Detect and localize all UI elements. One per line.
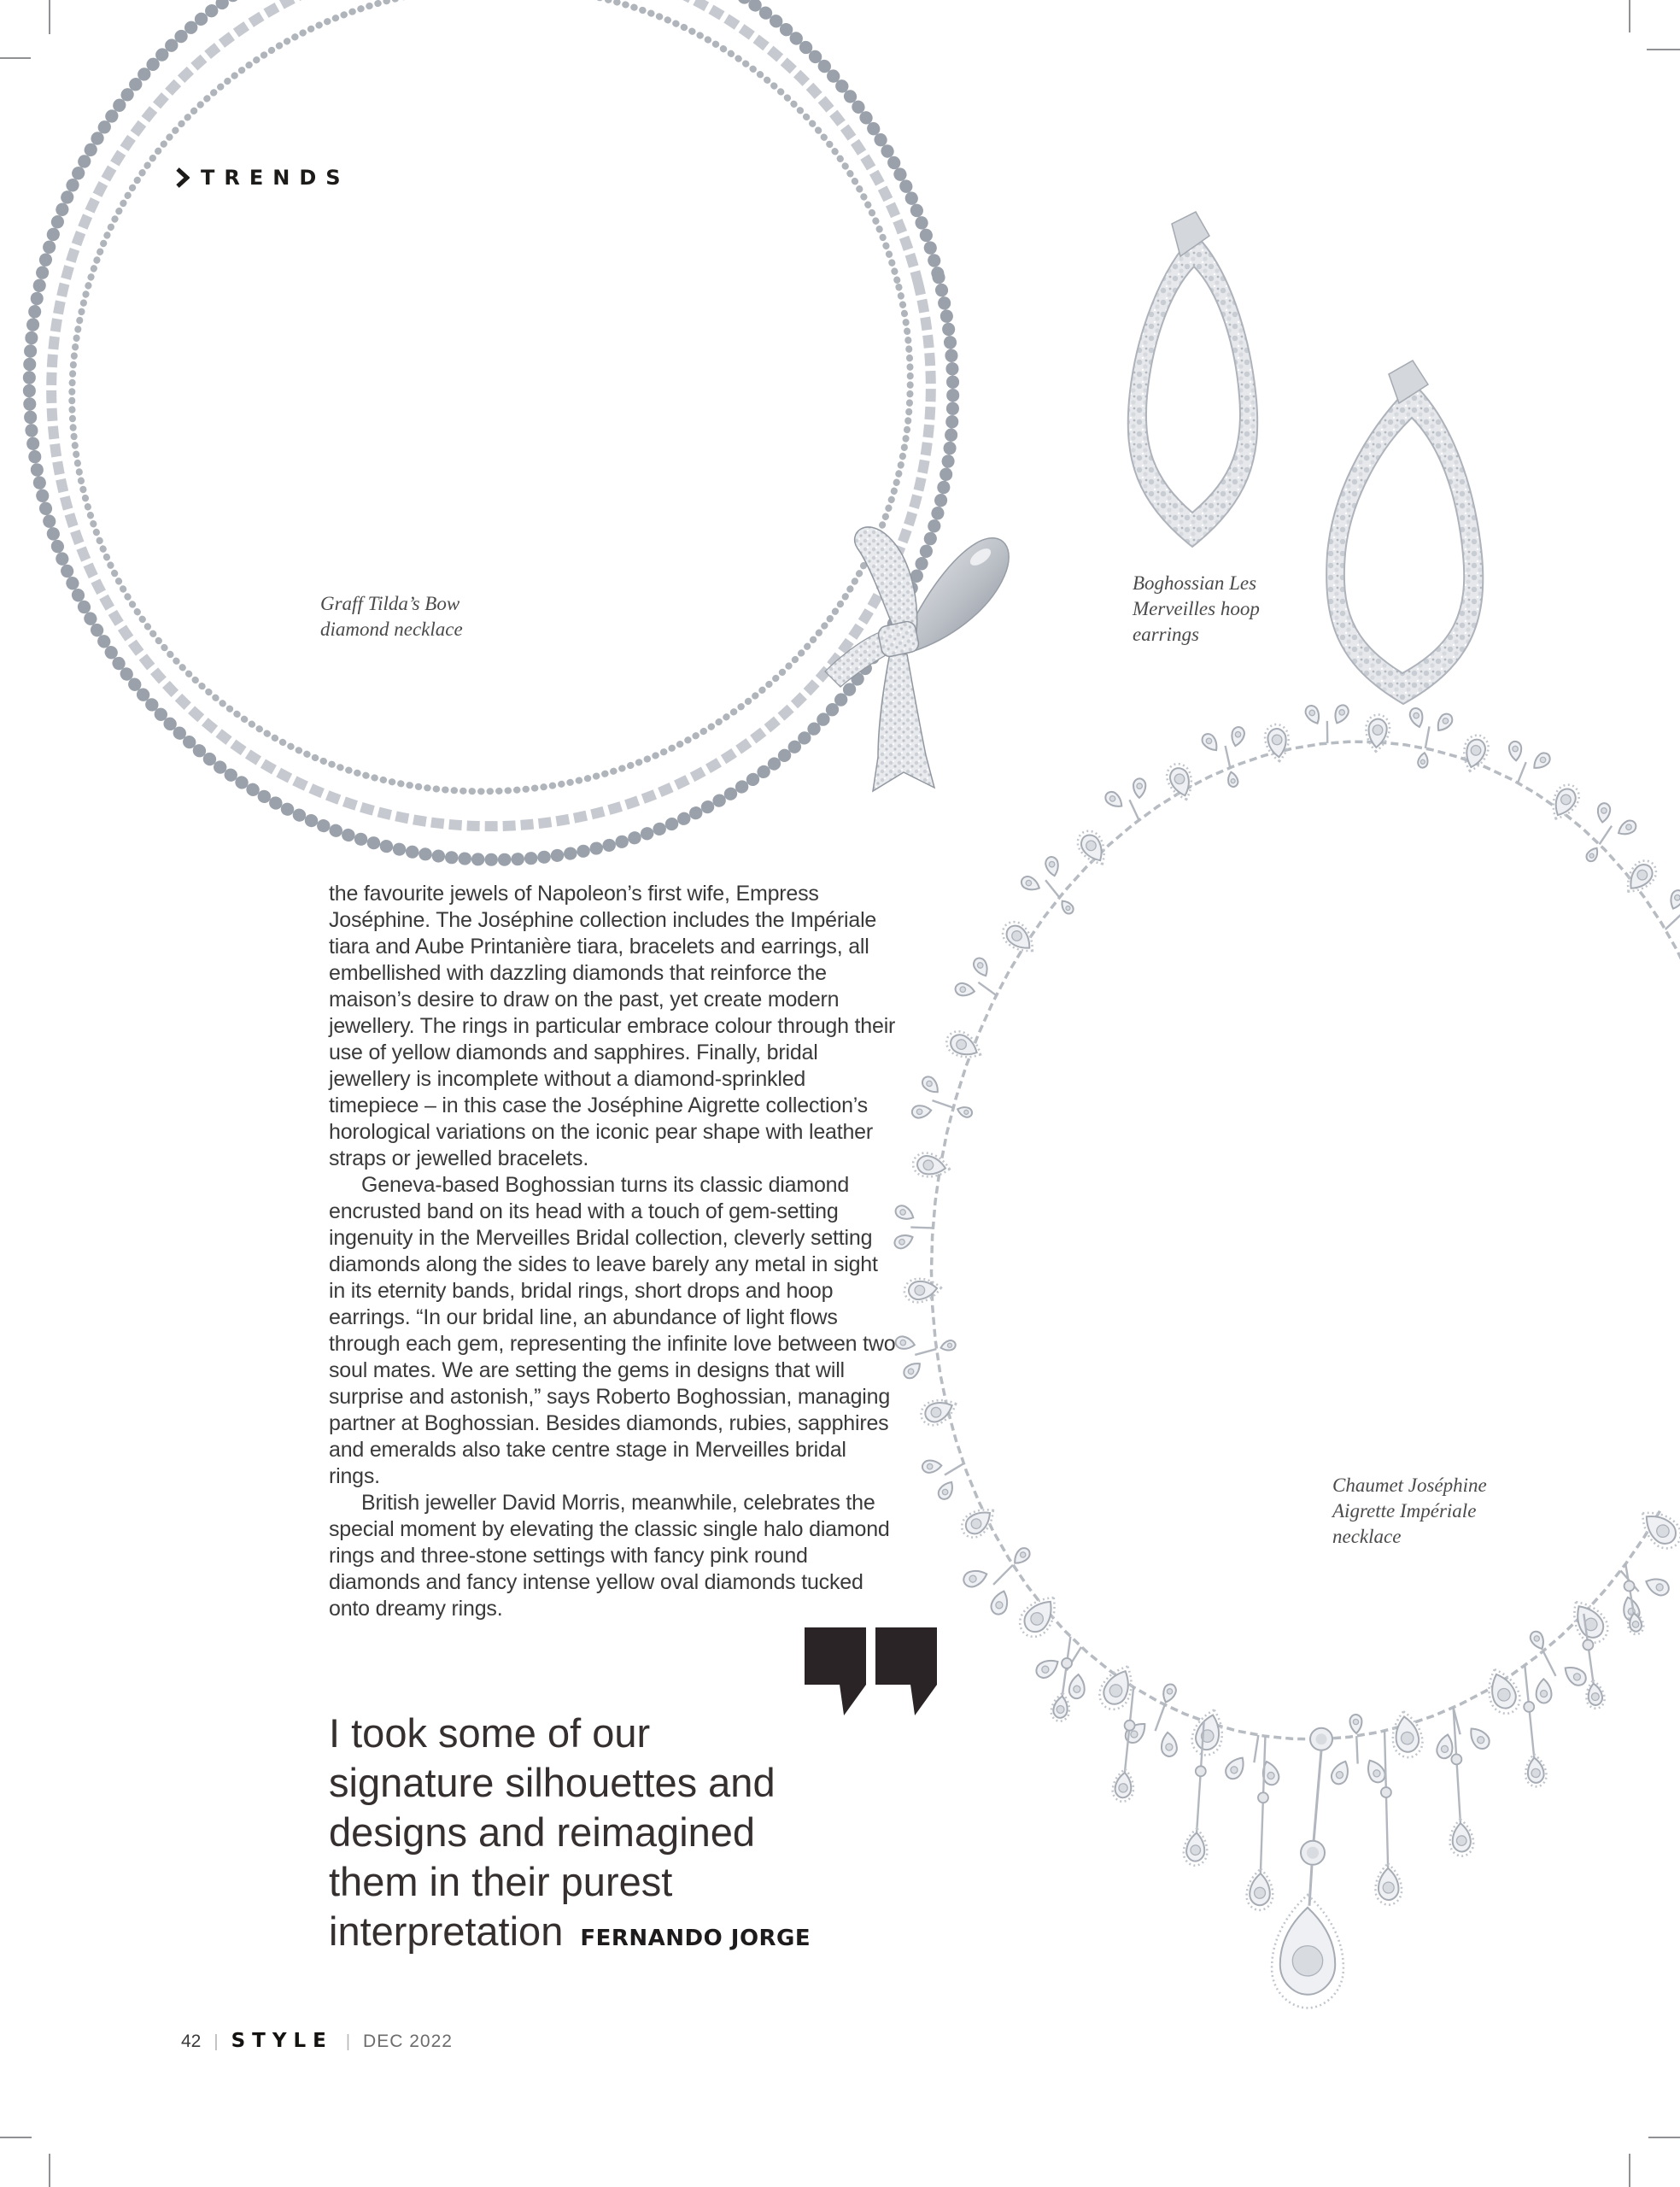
caption-line: Chaumet Joséphine [1332, 1475, 1487, 1496]
caption-line: earrings [1133, 624, 1199, 645]
quote-attribution: FERNANDO JORGE [580, 1926, 811, 1951]
crop-mark [1629, 0, 1630, 32]
crop-mark [49, 2154, 50, 2187]
article-paragraph: Geneva-based Boghossian turns its classic diamond encrusted band on its head with a touch of gem-setting ingenuity in the Merveilles Bridal collection, cleverly setting diamonds along the sides to leave barely any metal in sight in its eternity bands, bridal rings, short drops and hoop earrings. “In our bridal line, an abundance of light flows through each gem, representing the infinite love between two soul mates. We are setting the gems in designs that will surprise and astonish,” says Roberto Boghossian, managing partner at Boghossian. Besides diamonds, rubies, sapphires and emeralds also take centre stage in Merveilles bridal rings. [329, 1173, 896, 1488]
pull-quote-line-text: interpretation [329, 1908, 564, 1954]
pull-quote-line [329, 1907, 910, 1963]
article-body [329, 881, 899, 1622]
magazine-logo: STYLE [231, 2030, 333, 2052]
section-title: TRENDS [201, 166, 350, 190]
caption-line: Graff Tilda’s Bow [320, 593, 460, 614]
boghossian-earrings-image [1102, 196, 1529, 735]
chaumet-necklace-image [846, 692, 1680, 2033]
pull-quote-line: designs and reimagined [329, 1809, 756, 1855]
pull-quote-line: them in their purest [329, 1859, 673, 1904]
chevron-icon [175, 167, 190, 188]
pull-quote [329, 1709, 910, 1963]
crop-mark [1647, 49, 1680, 50]
hoop-earring-left [1128, 212, 1257, 547]
caption-chaumet [1332, 1473, 1487, 1550]
crop-mark [1629, 2154, 1630, 2187]
caption-boghossian [1133, 571, 1260, 648]
page-footer [181, 2030, 453, 2052]
caption-graff [320, 591, 463, 642]
hoop-earring-right [1326, 361, 1483, 704]
caption-line: diamond necklace [320, 619, 463, 640]
pull-quote-line: I took some of our [329, 1710, 651, 1756]
caption-line: Merveilles hoop [1133, 598, 1260, 619]
quote-mark-icon [805, 1627, 866, 1715]
crop-mark [1648, 2137, 1680, 2138]
caption-line: Aigrette Impériale [1332, 1500, 1477, 1522]
caption-line: Boghossian Les [1133, 572, 1257, 594]
page-number: 42 [181, 2032, 202, 2051]
crop-mark [0, 2137, 32, 2138]
article-paragraph: the favourite jewels of Napoleon’s first wife, Empress Joséphine. The Joséphine collection includes the Impériale tiara and Aube Printanière tiara, bracelets and earrings, all embellished with dazzling diamonds that reinforce the maison’s desire to draw on the past, yet create modern jewellery. The rings in particular embrace colour through their use of yellow diamonds and sapphires. Finally, bridal jewellery is incomplete without a diamond-sprinkled timepiece – in this case the Joséphine Aigrette collection’s horological variations on the iconic pear shape with leather straps or jewelled bracelets. [329, 882, 896, 1170]
issue-date: DEC 2022 [363, 2032, 453, 2051]
footer-separator: | [214, 2032, 219, 2051]
caption-line: necklace [1332, 1526, 1402, 1547]
article-paragraph: British jeweller David Morris, meanwhile, celebrates the special moment by elevating the classic single halo diamond rings and three-stone settings with fancy pink round diamonds and fancy intense yellow oval diamonds tucked onto dreamy rings. [329, 1491, 890, 1621]
section-header [175, 166, 350, 190]
quote-mark-icon [875, 1627, 937, 1715]
pull-quote-line: signature silhouettes and [329, 1760, 776, 1805]
footer-separator: | [345, 2032, 351, 2051]
quotation-marks-icon [805, 1627, 937, 1715]
